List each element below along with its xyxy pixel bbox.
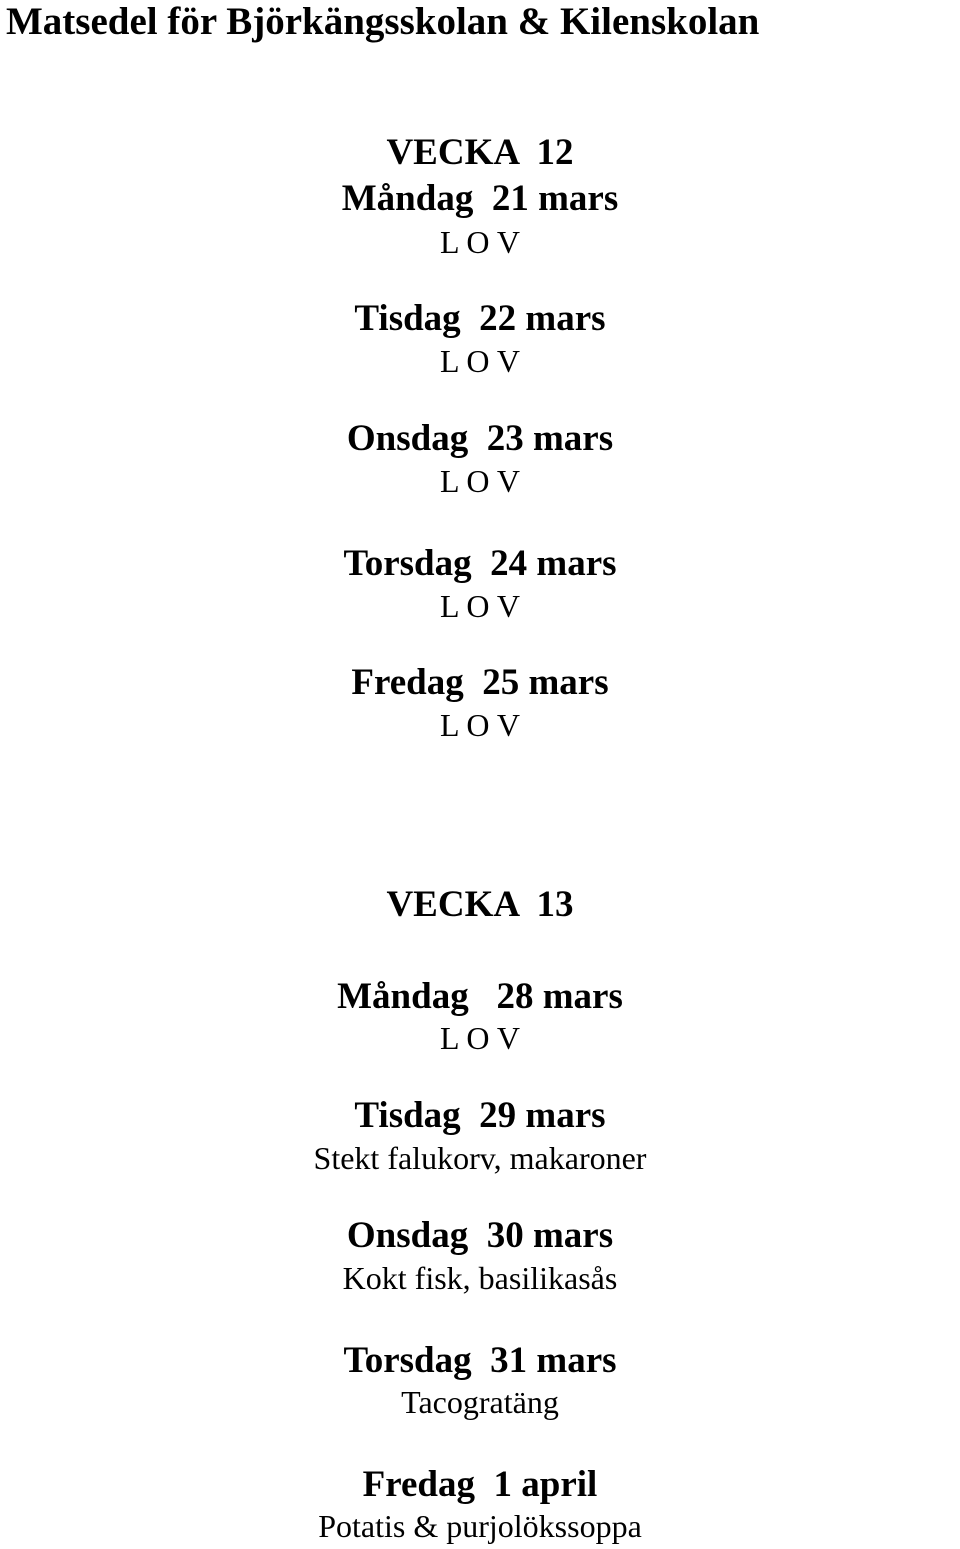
week-13-dish-thursday: Tacogratäng bbox=[401, 1384, 559, 1420]
week-12-day-wednesday: Onsdag 23 mars bbox=[346, 418, 614, 459]
week-13-day-friday: Fredag 1 april bbox=[362, 1464, 598, 1505]
week-12-dish-thursday: L O V bbox=[440, 588, 520, 624]
week-13-dish-monday: L O V bbox=[440, 1020, 520, 1056]
week-12-day-friday: Fredag 25 mars bbox=[351, 662, 609, 703]
week-13-day-thursday: Torsdag 31 mars bbox=[343, 1340, 617, 1381]
week-12-day-tuesday: Tisdag 22 mars bbox=[354, 298, 606, 339]
week-13-day-monday: Måndag 28 mars bbox=[337, 976, 623, 1017]
week-12-heading: VECKA 12 bbox=[386, 132, 574, 173]
week-12-dish-wednesday: L O V bbox=[440, 463, 520, 499]
week-12-day-thursday: Torsdag 24 mars bbox=[343, 543, 617, 584]
week-12-dish-monday: L O V bbox=[440, 224, 520, 260]
week-13-dish-friday: Potatis & purjolökssoppa bbox=[318, 1508, 642, 1544]
week-13-day-tuesday: Tisdag 29 mars bbox=[354, 1095, 606, 1136]
week-13-dish-wednesday: Kokt fisk, basilikasås bbox=[342, 1260, 618, 1296]
week-13-dish-tuesday: Stekt falukorv, makaroner bbox=[313, 1140, 647, 1176]
week-12-dish-tuesday: L O V bbox=[440, 343, 520, 379]
week-13-heading: VECKA 13 bbox=[386, 884, 574, 925]
menu-title: Matsedel för Björkängsskolan & Kilenskolan bbox=[6, 0, 760, 43]
week-13-day-wednesday: Onsdag 30 mars bbox=[346, 1215, 614, 1256]
week-12-day-monday: Måndag 21 mars bbox=[341, 178, 619, 219]
week-12-dish-friday: L O V bbox=[440, 707, 520, 743]
